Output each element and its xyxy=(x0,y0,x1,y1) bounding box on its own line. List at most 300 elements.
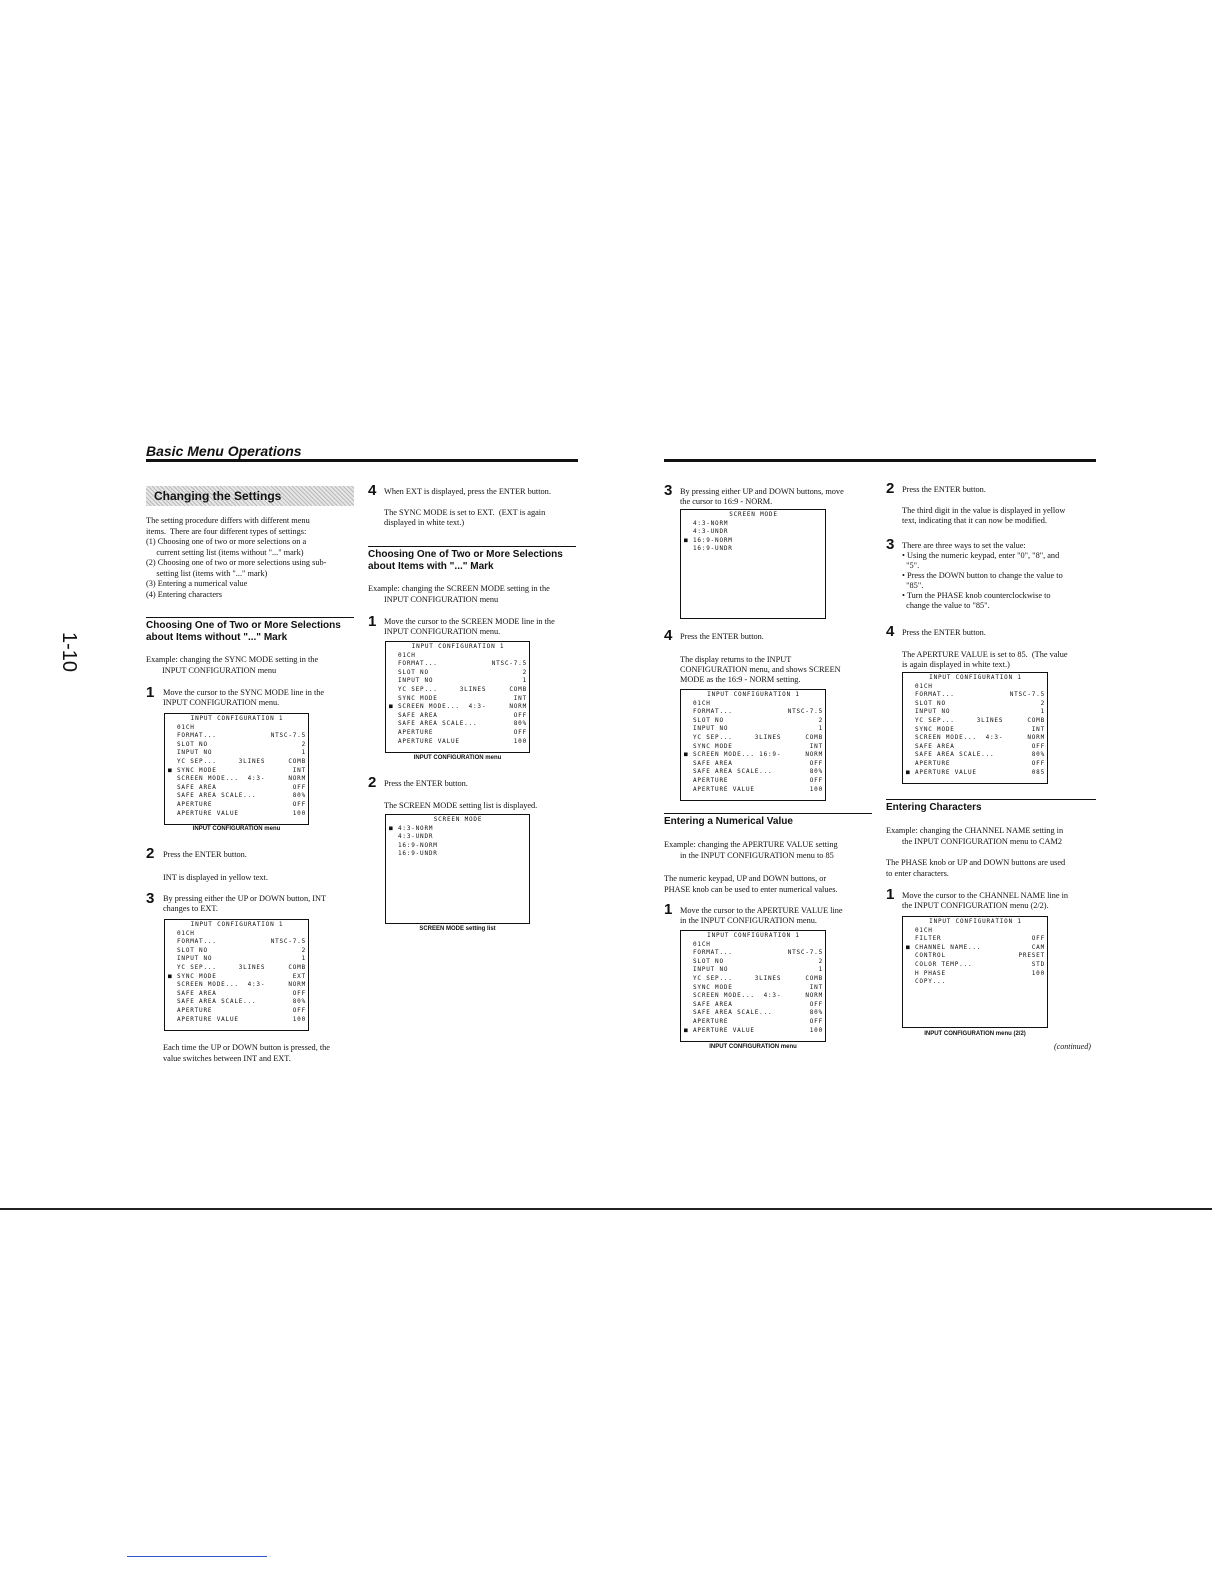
cursor-icon xyxy=(168,930,177,939)
menu-item-value: 1 xyxy=(301,955,306,963)
menu-item-label: SAFE AREA xyxy=(398,711,438,719)
menu-item-label: SAFE AREA SCALE... xyxy=(693,768,773,776)
menu-item-label: APERTURE VALUE xyxy=(693,785,755,793)
menu-caption: INPUT CONFIGURATION menu (2/2) xyxy=(924,1031,1026,1037)
cursor-icon xyxy=(168,775,177,784)
menu-item-value: NTSC-7.5 xyxy=(1009,691,1045,699)
menu-row xyxy=(389,695,527,704)
menu-item-value: PRESET xyxy=(1018,952,1045,960)
menu-item-label: SYNC MODE xyxy=(398,694,438,702)
menu-row xyxy=(684,760,823,769)
text-line: INPUT CONFIGURATION menu. xyxy=(163,698,280,707)
menu-item-label: SCREEN MODE... 4:3- xyxy=(915,734,1004,742)
menu-item-label: APERTURE VALUE xyxy=(398,737,460,745)
cursor-icon xyxy=(906,952,915,961)
menu-item-label: SCREEN MODE... 4:3- xyxy=(398,703,487,711)
cursor-icon xyxy=(684,786,693,795)
menu-row xyxy=(906,927,1045,936)
step-number: 2 xyxy=(886,480,895,497)
menu-item-value: INT xyxy=(1031,725,1045,733)
text-line: the INPUT CONFIGURATION menu to CAM2 xyxy=(902,836,1063,846)
cursor-icon xyxy=(168,758,177,767)
step-number: 3 xyxy=(146,890,155,907)
cursor-icon xyxy=(684,941,693,950)
menu-item-label: CHANNEL NAME... xyxy=(915,943,982,951)
menu-item-value: OFF xyxy=(809,1000,823,1008)
cursor-icon xyxy=(906,751,915,760)
menu-item-value: INT xyxy=(809,983,823,991)
menu-row xyxy=(684,768,823,777)
menu-item-value: OFF xyxy=(292,989,306,997)
menu-item-value: 100 xyxy=(513,737,527,745)
menu-item-label: APERTURE VALUE xyxy=(915,768,977,776)
menu-row xyxy=(684,1009,823,1018)
menu-row xyxy=(389,738,527,747)
text-line: changes to EXT. xyxy=(163,904,218,913)
menu-title: INPUT CONFIGURATION 1 xyxy=(929,918,1022,925)
footer-link-line xyxy=(127,1556,267,1557)
step-note xyxy=(680,655,880,685)
menu-item-value: COMB xyxy=(805,974,823,982)
menu-item-label: APERTURE xyxy=(915,759,951,767)
menu-item-value: 100 xyxy=(809,1026,823,1034)
menu-row xyxy=(684,520,823,529)
cursor-icon xyxy=(389,677,398,686)
menu-item-value: OFF xyxy=(513,711,527,719)
menu-item-value: 2 xyxy=(818,957,823,965)
cursor-icon: ■ xyxy=(684,751,689,759)
menu-item-label: INPUT NO xyxy=(915,708,951,716)
menu-row xyxy=(168,955,306,964)
cursor-icon xyxy=(684,708,693,717)
menu-item-label: FORMAT... xyxy=(915,691,955,699)
cursor-icon: ■ xyxy=(684,1026,689,1034)
list-item-line: (2) Choosing one of two or more selections using sub- xyxy=(146,558,327,567)
cursor-icon xyxy=(168,964,177,973)
menu-row xyxy=(168,792,306,801)
menu-row xyxy=(389,677,527,686)
list-item-line: (4) Entering characters xyxy=(146,589,223,599)
menu-item-label: 01CH xyxy=(177,929,195,937)
menu-row xyxy=(389,703,527,712)
text-line: • Press the DOWN button to change the value to xyxy=(902,571,1063,580)
menu-item-label: SLOT NO xyxy=(177,740,208,748)
cursor-icon xyxy=(906,743,915,752)
menu-item-label: INPUT NO xyxy=(398,677,434,685)
menu-item-value: 1 xyxy=(1040,708,1045,716)
step-number: 4 xyxy=(664,627,673,644)
intro-paragraph xyxy=(146,516,361,537)
menu-row xyxy=(684,700,823,709)
text-line: The PHASE knob or UP and DOWN buttons are used xyxy=(886,858,1066,867)
text-line: the INPUT CONFIGURATION menu (2/2). xyxy=(902,901,1049,910)
menu-item-label: YC SEP... 3LINES xyxy=(915,716,1004,724)
menu-row xyxy=(684,751,823,760)
menu-item-label: SAFE AREA xyxy=(177,989,217,997)
text-line: Each time the UP or DOWN button is pressed, the xyxy=(163,1043,330,1052)
cursor-icon xyxy=(684,760,693,769)
menu-screen xyxy=(680,689,826,801)
menu-item-label: 16:9-UNDR xyxy=(693,545,733,553)
menu-item-value: 2 xyxy=(1040,699,1045,707)
menu-row xyxy=(684,1001,823,1010)
menu-item-label: INPUT NO xyxy=(177,955,213,963)
menu-item-label: COLOR TEMP... xyxy=(915,960,973,968)
text-line: MODE as the 16:9 - NORM setting. xyxy=(680,675,801,684)
menu-row xyxy=(168,741,306,750)
menu-item-value: INT xyxy=(292,766,306,774)
menu-item-label: 4:3-NORM xyxy=(693,519,729,527)
list-item-line: (1) Choosing one of two or more selections on a xyxy=(146,537,307,546)
menu-row xyxy=(389,669,527,678)
menu-item-label: 4:3-UNDR xyxy=(398,833,434,841)
menu-row xyxy=(168,938,306,947)
cursor-icon xyxy=(168,938,177,947)
menu-row xyxy=(684,717,823,726)
menu-caption: INPUT CONFIGURATION menu xyxy=(413,755,502,761)
menu-item-label: H PHASE xyxy=(915,969,946,977)
cursor-icon xyxy=(684,975,693,984)
cursor-icon xyxy=(389,652,398,661)
menu-title: INPUT CONFIGURATION 1 xyxy=(190,715,284,722)
cursor-icon xyxy=(906,691,915,700)
menu-item-label: SAFE AREA xyxy=(693,1000,733,1008)
example-channel-name xyxy=(886,826,1101,847)
menu-caption: SCREEN MODE setting list xyxy=(419,926,496,932)
menu-item-value: 2 xyxy=(818,716,823,724)
cursor-icon xyxy=(684,777,693,786)
menu-item-label: SYNC MODE xyxy=(177,766,217,774)
text-line: about Items with "..." Mark xyxy=(368,561,494,572)
menu-row xyxy=(906,970,1045,979)
menu-item-value: COMB xyxy=(288,963,306,971)
menu-row xyxy=(168,998,306,1007)
cursor-icon xyxy=(168,1016,177,1025)
menu-row xyxy=(389,720,527,729)
text-line: The APERTURE VALUE is set to 85. (The value xyxy=(902,650,1068,659)
menu-item-value: OFF xyxy=(292,800,306,808)
cursor-icon xyxy=(684,1001,693,1010)
menu-item-value: 80% xyxy=(809,768,823,776)
menu-item-label: APERTURE xyxy=(398,728,434,736)
header-rule-left xyxy=(146,459,578,462)
menu-row xyxy=(906,700,1045,709)
cursor-icon xyxy=(389,686,398,695)
menu-title: INPUT CONFIGURATION 1 xyxy=(929,674,1022,681)
menu-caption: INPUT CONFIGURATION menu xyxy=(709,1044,797,1050)
cursor-icon: ■ xyxy=(906,768,911,776)
menu-row xyxy=(389,712,527,721)
step-number: 4 xyxy=(886,623,895,640)
menu-item-label: SAFE AREA xyxy=(915,742,955,750)
step-text xyxy=(680,906,880,926)
cursor-icon xyxy=(168,998,177,1007)
section-title-without-mark xyxy=(146,620,361,644)
cursor-icon xyxy=(906,970,915,979)
cursor-icon xyxy=(684,1018,693,1027)
menu-item-label: SAFE AREA SCALE... xyxy=(915,751,995,759)
menu-item-label: SCREEN MODE... 4:3- xyxy=(177,981,266,989)
menu-screen xyxy=(385,641,530,753)
menu-item-value: 100 xyxy=(809,785,823,793)
text-line: is again displayed in white text.) xyxy=(902,660,1010,669)
menu-row xyxy=(684,984,823,993)
cursor-icon xyxy=(684,949,693,958)
menu-row xyxy=(684,777,823,786)
menu-row xyxy=(168,810,306,819)
menu-row xyxy=(906,769,1045,778)
step-text xyxy=(902,485,1102,495)
text-line: displayed in white text.) xyxy=(384,518,465,527)
menu-item-label: INPUT NO xyxy=(693,966,729,974)
menu-item-label: SLOT NO xyxy=(693,716,724,724)
text-line: to enter characters. xyxy=(886,868,949,878)
step-text xyxy=(680,487,880,507)
menu-item-label: 4:3-UNDR xyxy=(693,528,729,536)
cursor-icon xyxy=(684,528,693,537)
text-line: text, indicating that it can now be modified. xyxy=(902,516,1047,525)
menu-item-value: 80% xyxy=(809,1009,823,1017)
menu-item-label: 16:9-UNDR xyxy=(398,850,438,858)
text-line: about Items without "..." Mark xyxy=(146,632,288,643)
step-text xyxy=(680,632,880,642)
menu-row xyxy=(906,683,1045,692)
cursor-icon xyxy=(684,734,693,743)
menu-item-label: 01CH xyxy=(915,682,933,690)
step-number: 3 xyxy=(886,536,895,553)
menu-row xyxy=(684,966,823,975)
cursor-icon xyxy=(168,810,177,819)
step-number: 4 xyxy=(368,482,377,499)
step-number: 1 xyxy=(664,901,673,918)
menu-row xyxy=(684,1018,823,1027)
cursor-icon xyxy=(684,520,693,529)
text-line: Move the cursor to the APERTURE VALUE line xyxy=(680,906,843,915)
step-note xyxy=(902,506,1102,526)
cursor-icon: ■ xyxy=(389,703,394,711)
step-text xyxy=(902,891,1102,911)
text-line: PHASE knob can be used to enter numerical values. xyxy=(664,884,838,894)
menu-row xyxy=(684,1027,823,1036)
menu-item-value: NORM xyxy=(288,775,306,783)
example-sync-mode xyxy=(146,655,361,676)
menu-item-label: SAFE AREA SCALE... xyxy=(398,720,478,728)
menu-item-label: SLOT NO xyxy=(398,668,429,676)
menu-item-label: YC SEP... 3LINES xyxy=(693,733,782,741)
text-line: Press the ENTER button. xyxy=(902,628,986,637)
cursor-icon xyxy=(389,833,398,842)
menu-row xyxy=(684,941,823,950)
menu-row xyxy=(906,978,1045,987)
cursor-icon xyxy=(168,749,177,758)
menu-row xyxy=(906,691,1045,700)
menu-item-label: FORMAT... xyxy=(693,949,733,957)
cursor-icon xyxy=(906,726,915,735)
text-line: When EXT is displayed, press the ENTER button. xyxy=(384,487,551,496)
step-note xyxy=(902,650,1102,670)
settings-type-list xyxy=(146,537,361,600)
menu-item-value: OFF xyxy=(1031,935,1045,943)
menu-item-label: 01CH xyxy=(693,699,711,707)
page-number: 1-10 xyxy=(58,632,80,673)
menu-row xyxy=(389,652,527,661)
text-line: Move the cursor to the SCREEN MODE line in the xyxy=(384,617,555,626)
step-note xyxy=(384,508,584,528)
menu-item-label: SAFE AREA xyxy=(693,759,733,767)
cursor-icon xyxy=(906,935,915,944)
menu-item-label: 01CH xyxy=(693,940,711,948)
menu-row xyxy=(906,708,1045,717)
text-line: CONFIGURATION menu, and shows SCREEN xyxy=(680,665,841,674)
cursor-icon xyxy=(906,683,915,692)
menu-row xyxy=(168,758,306,767)
cursor-icon xyxy=(168,732,177,741)
menu-item-label: SYNC MODE xyxy=(693,983,733,991)
menu-item-value: INT xyxy=(809,742,823,750)
menu-row xyxy=(168,784,306,793)
list-item-line: current setting list (items without "..." mark) xyxy=(146,547,304,557)
cursor-icon xyxy=(906,961,915,970)
menu-item-label: FORMAT... xyxy=(177,732,217,740)
cursor-icon xyxy=(684,743,693,752)
menu-item-value: COMB xyxy=(805,733,823,741)
cursor-icon xyxy=(168,1007,177,1016)
list-item-line: (3) Entering a numerical value xyxy=(146,579,248,588)
menu-item-value: 1 xyxy=(522,677,527,685)
menu-row xyxy=(168,724,306,733)
cursor-icon xyxy=(906,708,915,717)
menu-item-value: 2 xyxy=(301,946,306,954)
step-text xyxy=(384,617,584,637)
cursor-icon xyxy=(168,792,177,801)
section-title-with-mark xyxy=(368,549,583,573)
menu-item-value: NTSC-7.5 xyxy=(270,732,306,740)
menu-item-value: 80% xyxy=(513,720,527,728)
changing-settings-banner: Changing the Settings xyxy=(146,486,354,506)
menu-screen xyxy=(385,814,530,924)
menu-item-label: SAFE AREA SCALE... xyxy=(177,792,257,800)
step-number: 1 xyxy=(146,684,155,701)
step-number: 2 xyxy=(146,845,155,862)
menu-row xyxy=(168,767,306,776)
cursor-icon xyxy=(906,760,915,769)
menu-row xyxy=(168,732,306,741)
menu-item-label: APERTURE VALUE xyxy=(693,1026,755,1034)
menu-screen xyxy=(164,713,309,825)
menu-item-label: YC SEP... 3LINES xyxy=(177,963,266,971)
cursor-icon xyxy=(389,842,398,851)
text-line: The SYNC MODE is set to EXT. (EXT is again xyxy=(384,508,546,517)
text-line: Example: changing the APERTURE VALUE setting xyxy=(664,840,838,849)
menu-row xyxy=(684,708,823,717)
menu-row xyxy=(684,975,823,984)
cursor-icon xyxy=(684,545,693,554)
text-line: Press the ENTER button. xyxy=(680,632,764,641)
menu-item-value: COMB xyxy=(288,757,306,765)
menu-item-label: 01CH xyxy=(398,651,416,659)
text-line: By pressing either UP and DOWN buttons, move xyxy=(680,487,844,496)
text-line: in the INPUT CONFIGURATION menu to 85 xyxy=(680,850,834,860)
menu-title: INPUT CONFIGURATION 1 xyxy=(707,932,800,939)
text-line: By pressing either the UP or DOWN button, INT xyxy=(163,894,327,903)
text-line: Press the ENTER button. xyxy=(902,485,986,494)
step-number: 1 xyxy=(368,613,377,630)
menu-item-value: NTSC-7.5 xyxy=(270,938,306,946)
section-rule xyxy=(886,799,1096,800)
cursor-icon xyxy=(168,784,177,793)
cursor-icon xyxy=(684,992,693,1001)
step-text xyxy=(902,541,1102,611)
section-rule xyxy=(664,813,872,814)
text-line: The third digit in the value is displayed in yellow xyxy=(902,506,1066,515)
menu-item-value: NTSC-7.5 xyxy=(787,708,823,716)
menu-row xyxy=(168,930,306,939)
cursor-icon xyxy=(168,990,177,999)
menu-row xyxy=(906,935,1045,944)
menu-item-label: APERTURE VALUE xyxy=(177,809,239,817)
menu-title: INPUT CONFIGURATION 1 xyxy=(411,643,505,650)
menu-item-label: 16:9-NORM xyxy=(693,536,733,544)
example-screen-mode xyxy=(368,584,583,605)
menu-item-value: NORM xyxy=(1027,734,1045,742)
menu-item-value: OFF xyxy=(1031,759,1045,767)
menu-item-label: YC SEP... 3LINES xyxy=(693,974,782,982)
text-line: "85". xyxy=(902,581,924,590)
text-line: The setting procedure differs with different menu xyxy=(146,516,310,525)
step-note: INT is displayed in yellow text. xyxy=(163,873,268,882)
cursor-icon xyxy=(168,947,177,956)
cursor-icon xyxy=(684,768,693,777)
menu-item-label: 16:9-NORM xyxy=(398,841,438,849)
menu-item-value: NORM xyxy=(805,992,823,1000)
menu-row xyxy=(684,949,823,958)
menu-item-label: SLOT NO xyxy=(693,957,724,965)
menu-title: SCREEN MODE xyxy=(729,511,778,518)
menu-item-value: 100 xyxy=(1031,969,1045,977)
text-line: change the value to "85". xyxy=(902,601,990,610)
menu-row xyxy=(168,749,306,758)
menu-row xyxy=(906,944,1045,953)
menu-item-label: SAFE AREA xyxy=(177,783,217,791)
text-line: value switches between INT and EXT. xyxy=(163,1053,291,1063)
text-line: • Using the numeric keypad, enter "0", "8", and xyxy=(902,551,1060,560)
character-entry-paragraph xyxy=(886,858,1101,879)
cursor-icon: ■ xyxy=(906,943,911,951)
menu-row xyxy=(168,1016,306,1025)
menu-item-value: STD xyxy=(1031,960,1045,968)
section-title-characters: Entering Characters xyxy=(886,802,982,813)
menu-title: SCREEN MODE xyxy=(433,816,483,823)
text-line: items. There are four different types of settings: xyxy=(146,526,307,536)
cursor-icon xyxy=(389,720,398,729)
menu-row xyxy=(389,825,527,834)
menu-row xyxy=(906,952,1045,961)
menu-row xyxy=(906,961,1045,970)
cursor-icon: ■ xyxy=(168,972,173,980)
outro-paragraph xyxy=(163,1043,363,1064)
step-text xyxy=(163,894,363,914)
cursor-icon xyxy=(684,725,693,734)
menu-item-value: NORM xyxy=(288,981,306,989)
menu-screen xyxy=(680,509,826,619)
menu-item-value: 80% xyxy=(292,792,306,800)
menu-row xyxy=(684,537,823,546)
menu-row xyxy=(389,729,527,738)
text-line: There are three ways to set the value: xyxy=(902,541,1026,550)
menu-row xyxy=(684,545,823,554)
menu-item-label: SCREEN MODE... 4:3- xyxy=(693,992,782,1000)
menu-item-label: YC SEP... 3LINES xyxy=(398,685,487,693)
